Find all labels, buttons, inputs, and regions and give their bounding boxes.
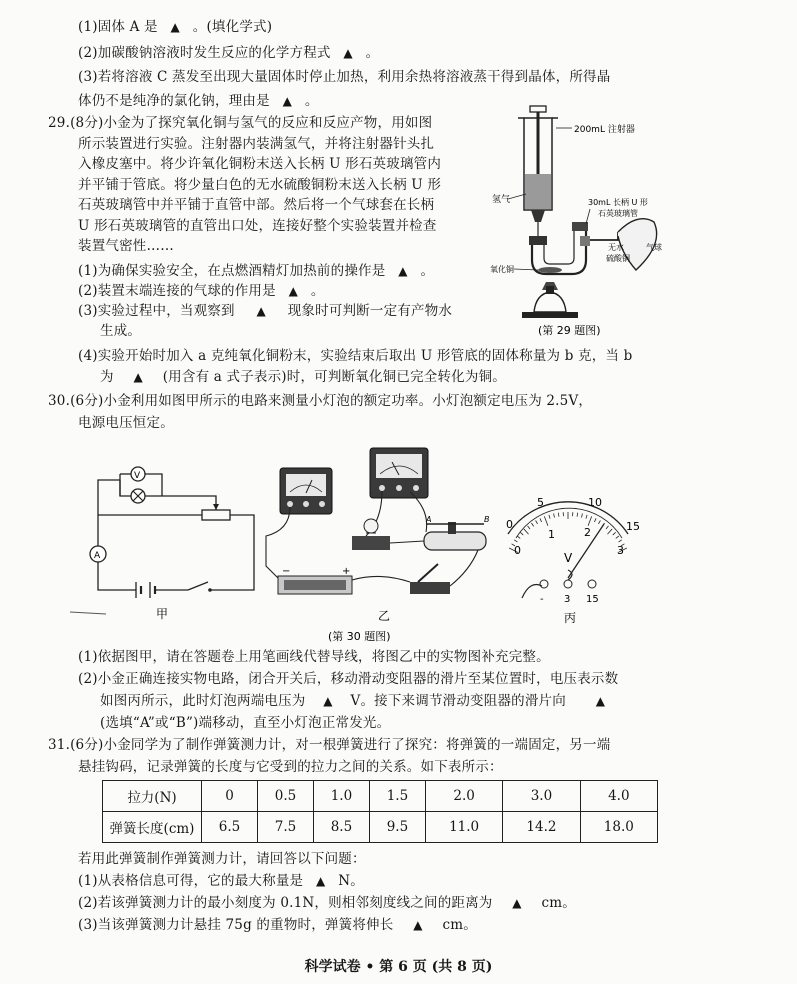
table-cell: 0.5 [257, 781, 313, 812]
u-tube-label-1: 30mL 长柄 U 形 [588, 198, 648, 207]
answer-blank[interactable]: ▲ [595, 694, 606, 708]
table-cell: 3.0 [503, 781, 580, 812]
dial-tick [536, 520, 538, 523]
dial-tick [606, 526, 608, 529]
svg-text:15: 15 [586, 594, 599, 605]
q29-sub-4b: 为 ▲ (用含有 a 式子表示)时，可判断氧化铜已完全转化为铜。 [100, 369, 506, 385]
table-cell: 7.5 [257, 812, 313, 843]
answer-blank[interactable]: ▲ [398, 264, 408, 278]
q29-apparatus-figure [486, 104, 686, 336]
dial-tick [514, 540, 517, 542]
switch-symbol [188, 582, 208, 590]
answer-blank[interactable]: ▲ [512, 896, 522, 910]
dial-tick [577, 513, 578, 517]
table-cell: 1.5 [369, 781, 425, 812]
rheostat-symbol [202, 510, 230, 520]
svg-text:V: V [564, 551, 573, 565]
dial-tick [594, 518, 596, 522]
alcohol-lamp [534, 292, 566, 312]
answer-blank[interactable]: ▲ [288, 284, 299, 298]
svg-text:B: B [484, 515, 490, 524]
hydrogen-fill [525, 174, 551, 209]
side-tube [586, 232, 618, 240]
table-cell: 18.0 [580, 812, 657, 843]
q30-line-1: 30.(6分)小金利用如图甲所示的电路来测量小灯泡的额定功率。小灯泡额定电压为 2.5V， [48, 393, 593, 409]
answer-blank[interactable]: ▲ [256, 304, 266, 318]
copper-oxide-powder [538, 267, 562, 273]
table-cell: 6.5 [202, 812, 258, 843]
circuit-yi [266, 448, 490, 623]
dial-tick [528, 526, 530, 529]
circuit-jia [70, 467, 254, 621]
svg-text:3: 3 [564, 594, 571, 605]
cuso4-powder [580, 236, 590, 246]
table-cell: 9.5 [369, 812, 425, 843]
q31-line-1: 31.(6分)小金同学为了制作弹簧测力计，对一根弹簧进行了探究：将弹簧的一端固定，另一端 [48, 737, 611, 753]
label-bing: 丙 [564, 611, 577, 625]
q28-line-2: (2)加碳酸钠溶液时发生反应的化学方程式 ▲ 。 [78, 45, 380, 61]
dial-tick [531, 523, 533, 526]
syringe-tip [531, 210, 545, 222]
answer-blank[interactable]: ▲ [282, 94, 293, 108]
u-tube-label-2: 石英玻璃管 [598, 209, 638, 218]
q29-stem-line: 并平铺于管底。将少量白色的无水硫酸铜粉末送入长柄 U 形 [78, 176, 442, 193]
dial-tick [544, 516, 548, 525]
table-row [103, 812, 658, 843]
voltmeter-dial-bing [506, 496, 640, 625]
q28-line-3a: (3)若将溶液 C 蒸发至出现大量固体时停止加热，利用余热将溶液蒸干得到晶体，所得晶 [78, 69, 611, 85]
rubber-stopper [529, 236, 547, 245]
dial-tick [598, 520, 600, 523]
q29-stem-line: 29.(8分)小金为了探究氧化铜与氢气的反应和反应产物，用如图 [48, 115, 433, 131]
answer-blank[interactable]: ▲ [316, 874, 326, 888]
table-cell: 8.5 [313, 812, 369, 843]
dial-tick [616, 536, 619, 539]
table-cell: 0 [202, 781, 258, 812]
q29-stem-line: 入橡皮塞中。将少许氧化铜粉末送入长柄 U 形石英玻璃管内 [78, 156, 442, 172]
dial-tick [613, 532, 616, 535]
svg-text:3: 3 [617, 544, 624, 557]
dial-tick [558, 513, 559, 517]
dial-tick [524, 529, 529, 534]
q29-sub-3a: (3)实验过程中，当观察到 ▲ 现象时可判断一定有产物水 [78, 303, 453, 319]
q28-line-3b: 体仍不是纯净的氯化钠，理由是 ▲ 。 [78, 93, 319, 109]
dial-tick [540, 518, 542, 522]
dial-tick [554, 514, 555, 518]
answer-blank[interactable]: ▲ [170, 20, 180, 34]
answer-blank[interactable]: ▲ [323, 694, 333, 708]
q29-sub-2: (2)装置末端连接的气球的作用是 ▲ 。 [78, 283, 325, 299]
dial-tick [588, 516, 592, 525]
q30-sub-2a: (2)小金正确连接实物电路，闭合开关后，移动滑动变阻器的滑片至某位置时，电压表示数 [78, 671, 619, 687]
q29-sub-4a: (4)实验开始时加入 a 克纯氧化铜粉末，实验结束后取出 U 形管底的固体称量为 b 克，当 b [78, 348, 633, 364]
table-cell: 11.0 [425, 812, 502, 843]
tube-top [572, 222, 588, 231]
table-row-label: 弹簧长度(cm) [103, 812, 202, 843]
page-footer: 科学试卷 • 第 6 页 (共 8 页) [304, 959, 493, 975]
answer-blank[interactable]: ▲ [413, 918, 423, 932]
q30-sub-2b: 如图丙所示，此时灯泡两端电压为 ▲ V。接下来调节滑动变阻器的滑片向 ▲ [100, 692, 630, 710]
svg-text:A: A [426, 515, 432, 524]
spring-data-table [102, 780, 658, 843]
svg-text:5: 5 [537, 496, 544, 509]
cuso4-label-1: 无水 [608, 243, 624, 252]
q31-intro: 若用此弹簧制作弹簧测力计，请回答以下问题： [78, 851, 366, 867]
dial-tick [549, 515, 550, 519]
table-cell: 4.0 [580, 781, 657, 812]
table-cell: 2.0 [425, 781, 502, 812]
svg-text:1: 1 [548, 528, 555, 541]
svg-text:-: - [540, 594, 544, 605]
q29-sub-1: (1)为确保实验安全，在点燃酒精灯加热前的操作是 ▲ 。 [78, 263, 435, 279]
hydrogen-label: 氢气 [492, 195, 511, 205]
dial-tick [586, 515, 587, 519]
syringe-label: 200mL 注射器 [574, 125, 635, 135]
table-cell: 1.0 [313, 781, 369, 812]
q29-sub-3b: 生成。 [100, 323, 142, 339]
bulb [364, 519, 378, 533]
svg-text:+: + [342, 566, 351, 577]
table-row-label: 拉力(N) [103, 781, 202, 812]
q31-sub-2: (2)若该弹簧测力计的最小刻度为 0.1N，则相邻刻度线之间的距离为 ▲ cm。 [78, 895, 576, 911]
cuo-label: 氧化铜 [490, 265, 514, 274]
svg-text:A: A [94, 551, 101, 561]
balloon-label: 气球 [646, 243, 662, 252]
dial-tick [517, 536, 520, 539]
q30-sub-1: (1)依据图甲，请在答题卷上用笔画线代替导线，将图乙中的实物图补充完整。 [78, 649, 550, 665]
svg-text:15: 15 [626, 520, 640, 533]
dial-tick [619, 540, 622, 542]
dial-tick [582, 514, 583, 518]
svg-text:10: 10 [588, 496, 602, 509]
label-yi: 乙 [378, 609, 391, 623]
svg-text:2: 2 [584, 526, 591, 539]
svg-text:0: 0 [506, 518, 513, 531]
table-row [103, 781, 658, 812]
lamp-holder [352, 536, 390, 550]
answer-blank[interactable]: ▲ [133, 370, 143, 384]
svg-text:V: V [134, 471, 141, 481]
rheostat-device [424, 532, 486, 550]
dial-tick [520, 532, 523, 535]
q30-sub-2c: (选填“A”或“B”)端移动，直至小灯泡正常发光。 [100, 715, 391, 731]
q30-circuit-figure [70, 440, 670, 642]
q29-stem-line: U 形石英玻璃管的直管出口处，连接好整个实验装置并检查 [78, 217, 437, 234]
figure-29-caption: (第 29 题图) [538, 324, 601, 336]
q29-stem-line: 石英玻璃管中并平铺于直管中部。然后将一个气球套在长柄 [78, 197, 435, 213]
syringe-plunger-cap [530, 106, 546, 112]
table-cell: 14.2 [503, 812, 580, 843]
switch-device [410, 582, 450, 594]
svg-text:0: 0 [514, 544, 521, 557]
q30-line-2: 电源电压恒定。 [78, 415, 174, 431]
lamp-base [522, 312, 578, 318]
q28-line-1: (1)固体 A 是 ▲ 。(填化学式) [78, 19, 273, 35]
q31-line-2: 悬挂钩码，记录弹簧的长度与它受到的拉力之间的关系。如下表所示： [78, 759, 503, 775]
q29-stem-line: 装置气密性…… [78, 238, 174, 254]
q31-sub-1: (1)从表格信息可得，它的最大称量是 ▲ N。 [78, 873, 364, 889]
cuso4-label-2: 硫酸铜 [606, 254, 630, 263]
dial-tick [607, 529, 612, 534]
q29-stem-line: 所示装置进行实验。注射器内装满氢气，并将注射器针头扎 [78, 135, 435, 152]
figure-30-caption: (第 30 题图) [328, 630, 391, 642]
answer-blank[interactable]: ▲ [343, 46, 353, 60]
svg-text:−: − [282, 566, 291, 577]
q31-sub-3: (3)当该弹簧测力计悬挂 75g 的重物时，弹簧将伸长 ▲ cm。 [78, 917, 477, 933]
label-jia: 甲 [156, 607, 169, 621]
